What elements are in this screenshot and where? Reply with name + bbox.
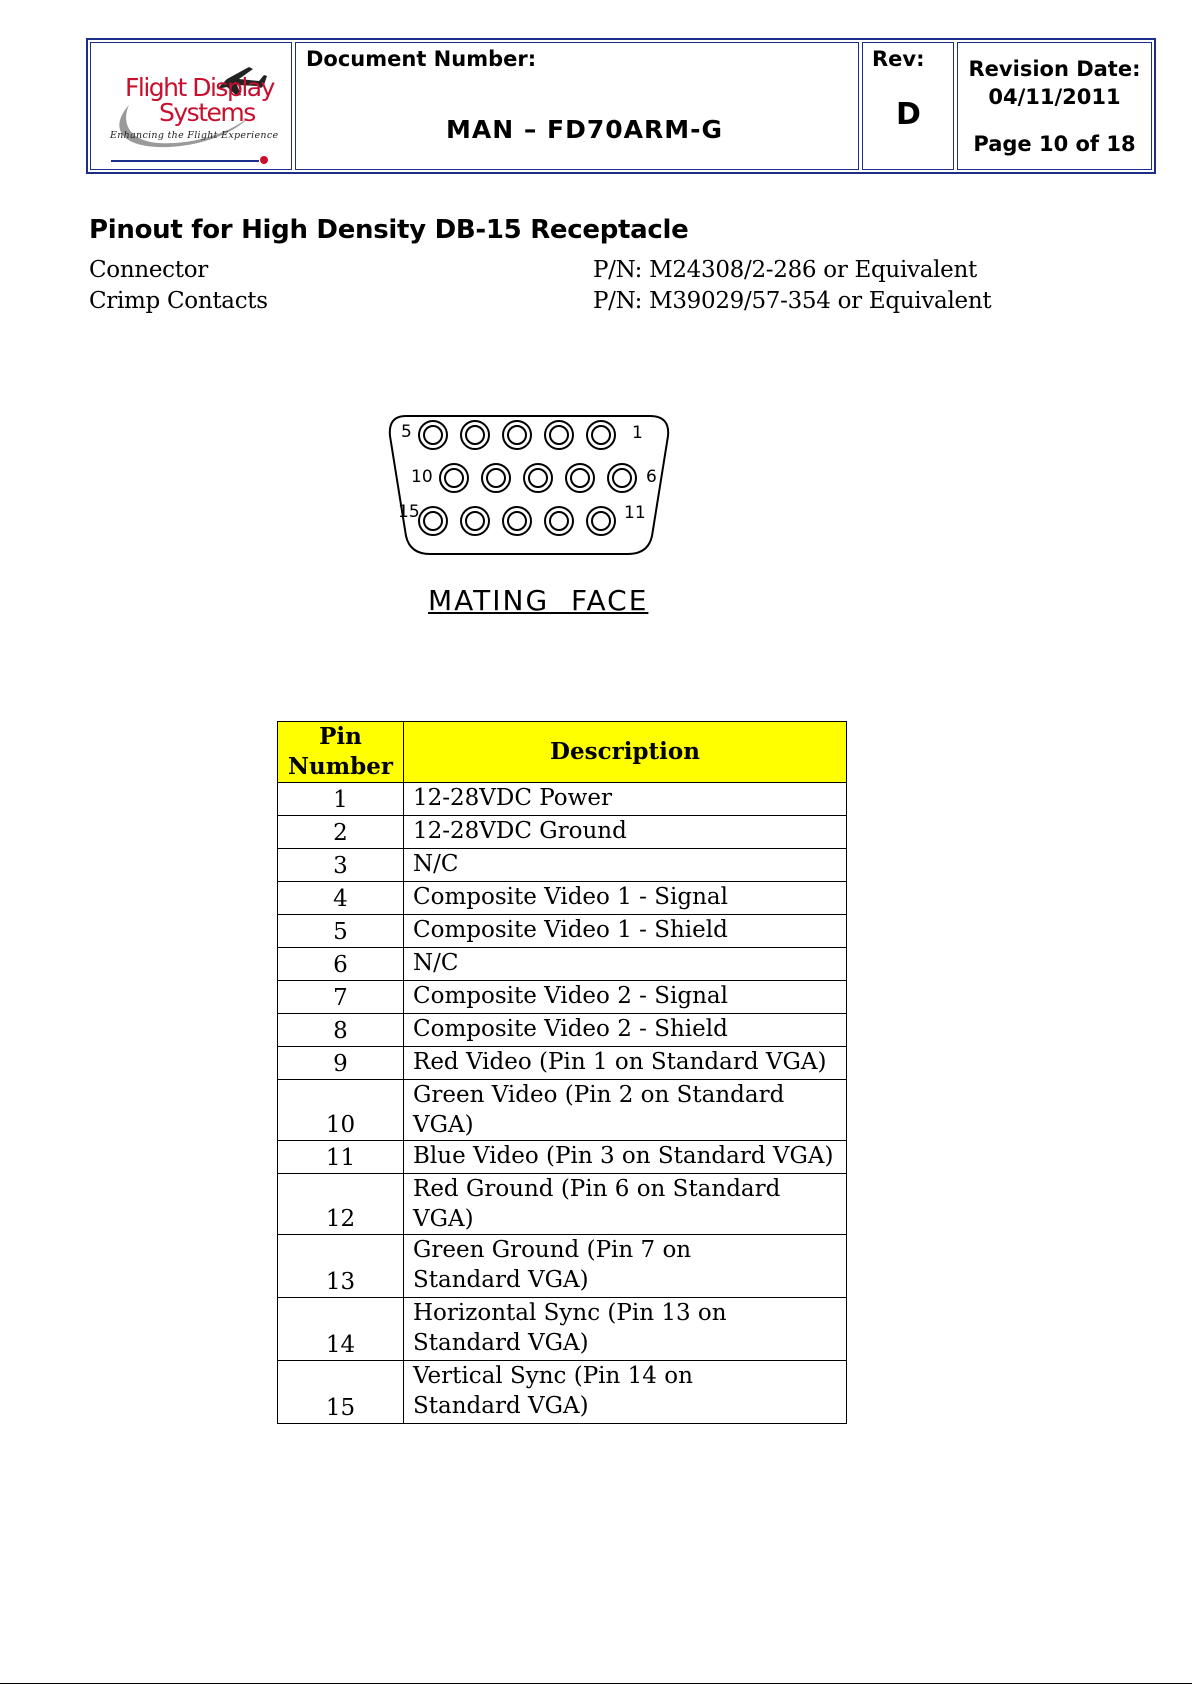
- pin-description-cell: Composite Video 1 - Shield: [404, 915, 847, 948]
- table-row: [278, 981, 847, 1014]
- pin-number-cell: 1: [278, 783, 404, 816]
- pin-description-cell: Composite Video 2 - Signal: [404, 981, 847, 1014]
- pin-description-cell: Red Video (Pin 1 on Standard VGA): [404, 1047, 847, 1080]
- document-number: MAN – FD70ARM-G: [446, 115, 724, 144]
- table-row: [278, 1361, 847, 1424]
- pin-label: 5: [401, 422, 412, 442]
- pin-description-cell: Vertical Sync (Pin 14 on Standard VGA): [404, 1361, 847, 1424]
- logo-text: Flight Display: [125, 73, 274, 102]
- pin-label: 1: [632, 423, 643, 443]
- pin-label: 6: [646, 467, 657, 487]
- spec-value-crimp-contacts: P/N: M39029/57-354 or Equivalent: [593, 288, 992, 314]
- table-row: [278, 948, 847, 981]
- pin-number-cell: 14: [278, 1298, 404, 1361]
- pin-description-cell: N/C: [404, 948, 847, 981]
- pin-number-cell: 15: [278, 1361, 404, 1424]
- pin-hole: [508, 512, 526, 530]
- table-row: [278, 915, 847, 948]
- pin-number-cell: 4: [278, 882, 404, 915]
- pin-label: 10: [411, 467, 433, 487]
- pin-number-cell: 9: [278, 1047, 404, 1080]
- table-row: [278, 882, 847, 915]
- logo-text: Systems: [159, 98, 255, 127]
- pin-description-cell: 12-28VDC Power: [404, 783, 847, 816]
- pin-description-cell: Composite Video 2 - Shield: [404, 1014, 847, 1047]
- pin-hole: [487, 469, 505, 487]
- pin-number-cell: 6: [278, 948, 404, 981]
- pin-description-cell: Green Video (Pin 2 on Standard VGA): [404, 1080, 847, 1141]
- pin-description-cell: Composite Video 1 - Signal: [404, 882, 847, 915]
- pin-number-cell: 10: [278, 1080, 404, 1141]
- page-bottom-rule: [0, 1683, 1192, 1684]
- logo-cell: [90, 42, 292, 170]
- rev-label: Rev:: [872, 47, 925, 71]
- table-body: [278, 783, 847, 1424]
- pin-hole: [424, 426, 442, 444]
- pin-description-cell: Green Ground (Pin 7 on Standard VGA): [404, 1235, 847, 1298]
- pin-hole: [592, 426, 610, 444]
- revision-date-cell: [957, 42, 1152, 170]
- pin-holes: [419, 421, 636, 535]
- rev-value: D: [896, 97, 921, 132]
- revision-date: 04/11/2011: [988, 85, 1121, 109]
- revision-cell: [862, 42, 954, 170]
- pin-hole: [550, 426, 568, 444]
- header-text: Pin: [319, 723, 362, 750]
- table-row: [278, 1235, 847, 1298]
- pin-description-cell: 12-28VDC Ground: [404, 816, 847, 849]
- pin-hole: [613, 469, 631, 487]
- pin-number-cell: 5: [278, 915, 404, 948]
- table-row: [278, 849, 847, 882]
- table-header-row: [278, 722, 847, 783]
- pin-hole: [550, 512, 568, 530]
- pin-number-header: [278, 722, 404, 783]
- pin-description-cell: N/C: [404, 849, 847, 882]
- spec-value-connector: P/N: M24308/2-286 or Equivalent: [593, 257, 977, 283]
- description-header: Description: [404, 722, 847, 783]
- spec-label-connector: Connector: [89, 257, 208, 283]
- table-row: [278, 1298, 847, 1361]
- document-number-cell: [295, 42, 859, 170]
- pin-description-cell: Blue Video (Pin 3 on Standard VGA): [404, 1141, 847, 1174]
- pin-hole: [529, 469, 547, 487]
- logo-tagline: Enhancing the Flight Experience: [110, 130, 279, 141]
- pin-hole: [424, 512, 442, 530]
- pin-hole: [466, 426, 484, 444]
- table-row: [278, 816, 847, 849]
- page-number: Page 10 of 18: [973, 132, 1136, 156]
- pin-hole: [592, 512, 610, 530]
- pin-hole: [508, 426, 526, 444]
- pin-hole: [445, 469, 463, 487]
- pin-number-cell: 8: [278, 1014, 404, 1047]
- pin-number-cell: 12: [278, 1174, 404, 1235]
- pin-number-cell: 13: [278, 1235, 404, 1298]
- mating-face-caption: MATING FACE: [428, 584, 649, 617]
- revision-date-label: Revision Date:: [968, 57, 1141, 81]
- table-row: [278, 783, 847, 816]
- table-row: [278, 1174, 847, 1235]
- table-row: [278, 1047, 847, 1080]
- table-row: [278, 1080, 847, 1141]
- document-header: [86, 38, 1156, 174]
- pin-label: 11: [624, 503, 646, 523]
- pin-hole: [571, 469, 589, 487]
- pinout-table: [277, 721, 847, 1424]
- spec-label-crimp-contacts: Crimp Contacts: [89, 288, 268, 314]
- section-title: Pinout for High Density DB-15 Receptacle: [89, 215, 689, 245]
- pin-number-cell: 3: [278, 849, 404, 882]
- header-text: Number: [288, 753, 393, 780]
- pin-hole: [466, 512, 484, 530]
- document-number-label: Document Number:: [306, 47, 537, 71]
- table-row: [278, 1014, 847, 1047]
- table-row: [278, 1141, 847, 1174]
- pin-label: 15: [398, 502, 420, 522]
- pin-number-cell: 2: [278, 816, 404, 849]
- pin-description-cell: Horizontal Sync (Pin 13 on Standard VGA): [404, 1298, 847, 1361]
- pin-description-cell: Red Ground (Pin 6 on Standard VGA): [404, 1174, 847, 1235]
- db15-connector-diagram: [384, 410, 674, 560]
- pin-number-cell: 7: [278, 981, 404, 1014]
- pin-number-cell: 11: [278, 1141, 404, 1174]
